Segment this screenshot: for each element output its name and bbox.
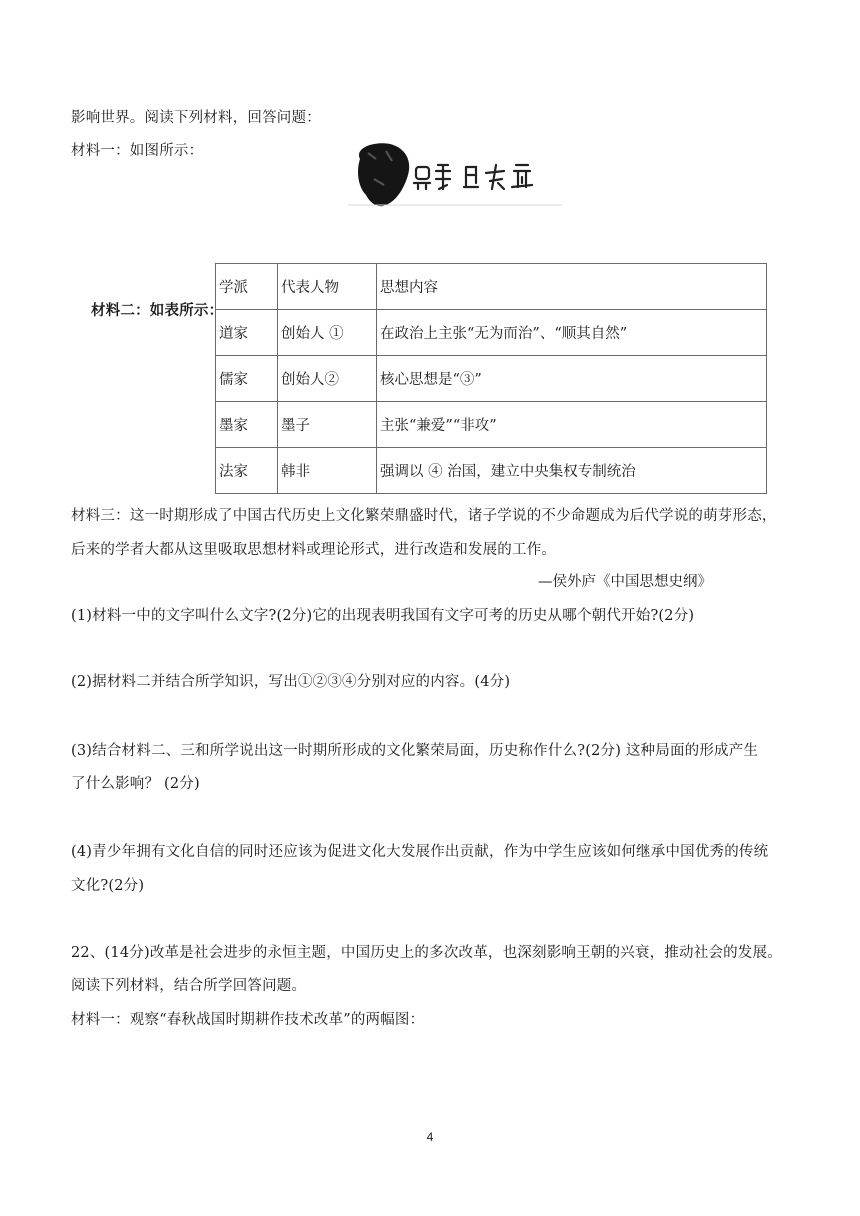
material-three-line-2: 后来的学者大都从这里吸取思想材料或理论形式，进行改造和发展的工作。: [71, 542, 557, 558]
material-three-line-1: 材料三：这一时期形成了中国古代历史上文化繁荣鼎盛时代，诸子学说的不少命题成为后代学说的萌芽形态，: [71, 508, 777, 524]
table-header-cell: 学派: [216, 264, 278, 310]
question-3-line-1: (3)结合材料二、三和所学说出这一时期所形成的文化繁荣局面，历史称作什么?(2分) 这种局面的形成产生: [71, 743, 759, 759]
table-cell: 道家: [216, 310, 278, 356]
table-cell: 法家: [216, 448, 278, 494]
citation: —侯外庐《中国思想史纲》: [538, 574, 712, 590]
table-header-row: [216, 264, 767, 310]
table-cell: 儒家: [216, 356, 278, 402]
question-22-line-1: 22、(14分)改革是社会进步的永恒主题，中国历史上的多次改革，也深刻影响王朝的兴衰，推动社会的发展。: [71, 945, 782, 961]
material-one-label: 材料一：如图所示：: [71, 143, 204, 159]
question-3-line-2: 了什么影响？ (2分): [71, 776, 200, 792]
table-header-cell: 思想内容: [377, 264, 767, 310]
page-number: 4: [426, 1130, 434, 1144]
table-row: [216, 310, 767, 356]
table-row: [216, 402, 767, 448]
table-cell: 韩非: [278, 448, 377, 494]
question-22-line-2: 阅读下列材料，结合所学回答问题。: [71, 978, 307, 994]
material-two-label: 材料二：如表所示：: [91, 303, 224, 319]
table-cell: 创始人 ①: [278, 310, 377, 356]
oracle-bone-script-image: [346, 139, 564, 209]
table-cell: 强调以 ④ 治国，建立中央集权专制统治: [377, 448, 767, 494]
question-4-line-1: (4)青少年拥有文化自信的同时还应该为促进文化大发展作出贡献，作为中学生应该如何继承中国优秀的传统: [71, 844, 769, 860]
table-row: [216, 356, 767, 402]
table-cell: 主张“兼爱”“非攻”: [377, 402, 767, 448]
question-2: (2)据材料二并结合所学知识，写出①②③④分别对应的内容。(4分): [71, 674, 511, 690]
table-cell: 创始人②: [278, 356, 377, 402]
question-1: (1)材料一中的文字叫什么文字?(2分)它的出现表明我国有文字可考的历史从哪个朝代开始?(2分): [71, 608, 695, 624]
intro-line: 影响世界。阅读下列材料，回答问题：: [71, 110, 321, 126]
question-22-material-one: 材料一：观察“春秋战国时期耕作技术改革”的两幅图：: [71, 1012, 425, 1028]
table-cell: 墨子: [278, 402, 377, 448]
table-header-cell: 代表人物: [278, 264, 377, 310]
table-cell: 在政治上主张“无为而治”、“顺其自然”: [377, 310, 767, 356]
table-row: [216, 448, 767, 494]
schools-table: [215, 263, 767, 494]
table-cell: 墨家: [216, 402, 278, 448]
question-4-line-2: 文化?(2分): [71, 878, 145, 894]
table-cell: 核心思想是“③”: [377, 356, 767, 402]
